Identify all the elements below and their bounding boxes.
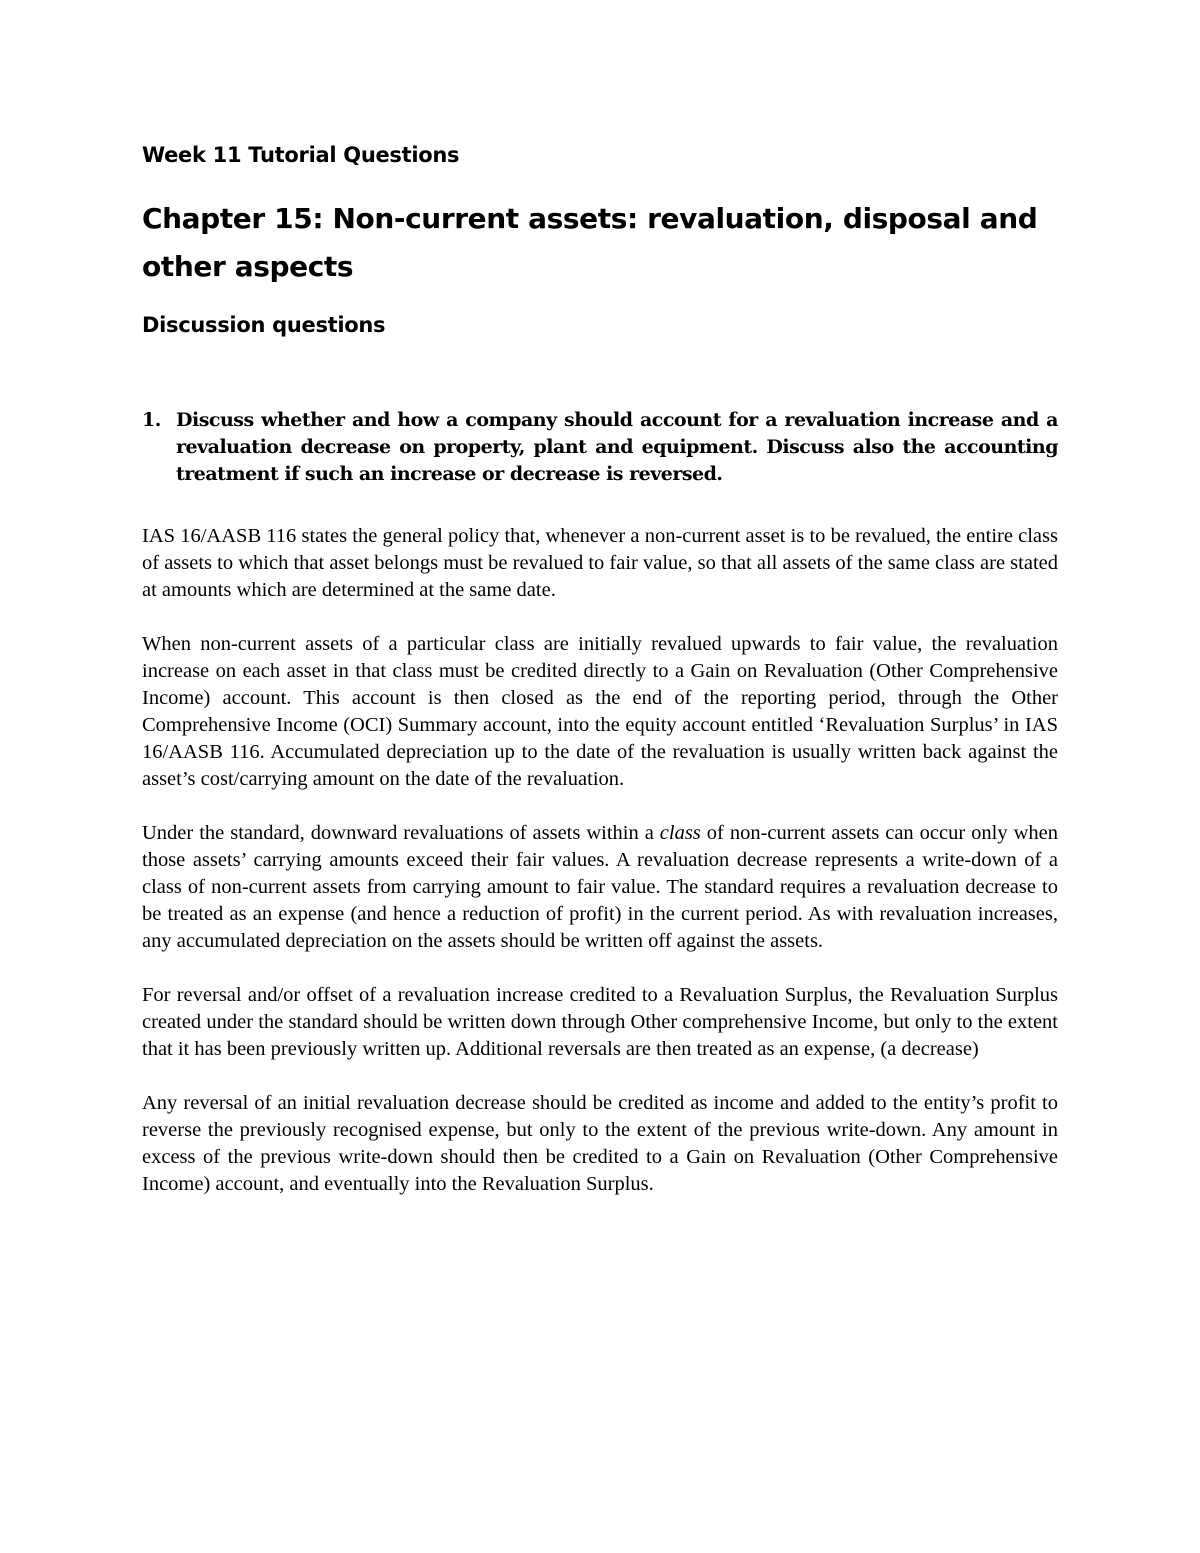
answer-paragraph-1: IAS 16/AASB 116 states the general policy that, whenever a non-current asset is to be revalued, the entire class of assets to which that asset belongs must be revalued to fair value, so that all assets of the same class are stated at amounts which are determined at the same date. — [142, 525, 1058, 601]
answer-paragraph-5: Any reversal of an initial revaluation decrease should be credited as income and added to the entity’s profit to reverse the previously recognised expense, but only to the extent of the previous write-down. Any amount in excess of the previous write-down should then be credited to a Gain on Revaluation (Other Comprehensive Income) account, and eventually into the Revaluation Surplus. — [142, 1092, 1058, 1195]
answer-paragraph-3-start: Under the standard, downward revaluations of assets within a — [142, 822, 660, 844]
answer-paragraph-3-end: of non-current assets can occur only when those assets’ carrying amounts exceed their fair values. A revaluation decrease represents a write-down of a class of non-current assets from carrying amount to fair value. The standard requires a revaluation decrease to be treated as an expense (and hence a reduction of profit) in the current period. As with revaluation increases, any accumulated depreciation on the assets should be written off against the assets. — [142, 822, 1058, 952]
question-text: Discuss whether and how a company should account for a revaluation increase and a revaluation decrease on property, plant and equipment. Discuss also the accounting treatment if such an increase or decrease is reversed. — [176, 409, 1058, 485]
answer-paragraph-2: When non-current assets of a particular class are initially revalued upwards to fair value, the revaluation increase on each asset in that class must be credited directly to a Gain on Revaluation (Other Comprehensive Income) account. This account is then closed as the end of the reporting period, through the Other Comprehensive Income (OCI) Summary account, into the equity account entitled ‘Revaluation Surplus’ in IAS 16/AASB 116. Accumulated depreciation up to the date of the revaluation is usually written back against the asset’s cost/carrying amount on the date of the revaluation. — [142, 633, 1058, 790]
chapter-title: Chapter 15: Non-current assets: revaluation, disposal and other aspects — [142, 202, 1038, 283]
question-1 — [142, 407, 1058, 488]
document-body — [142, 140, 1058, 1198]
section-title: Discussion questions — [142, 313, 386, 337]
week-title: Week 11 Tutorial Questions — [142, 143, 460, 167]
answer-paragraph-4: For reversal and/or offset of a revaluation increase credited to a Revaluation Surplus, the Revaluation Surplus created under the standard should be written down through Other comprehensive Income, but only to the extent that it has been previously written up. Additional reversals are then treated as an expense, (a decrease) — [142, 984, 1058, 1060]
answer-paragraph-3 — [142, 820, 1058, 955]
question-number: 1. — [142, 409, 161, 431]
emphasized-word-class: class — [659, 822, 701, 844]
